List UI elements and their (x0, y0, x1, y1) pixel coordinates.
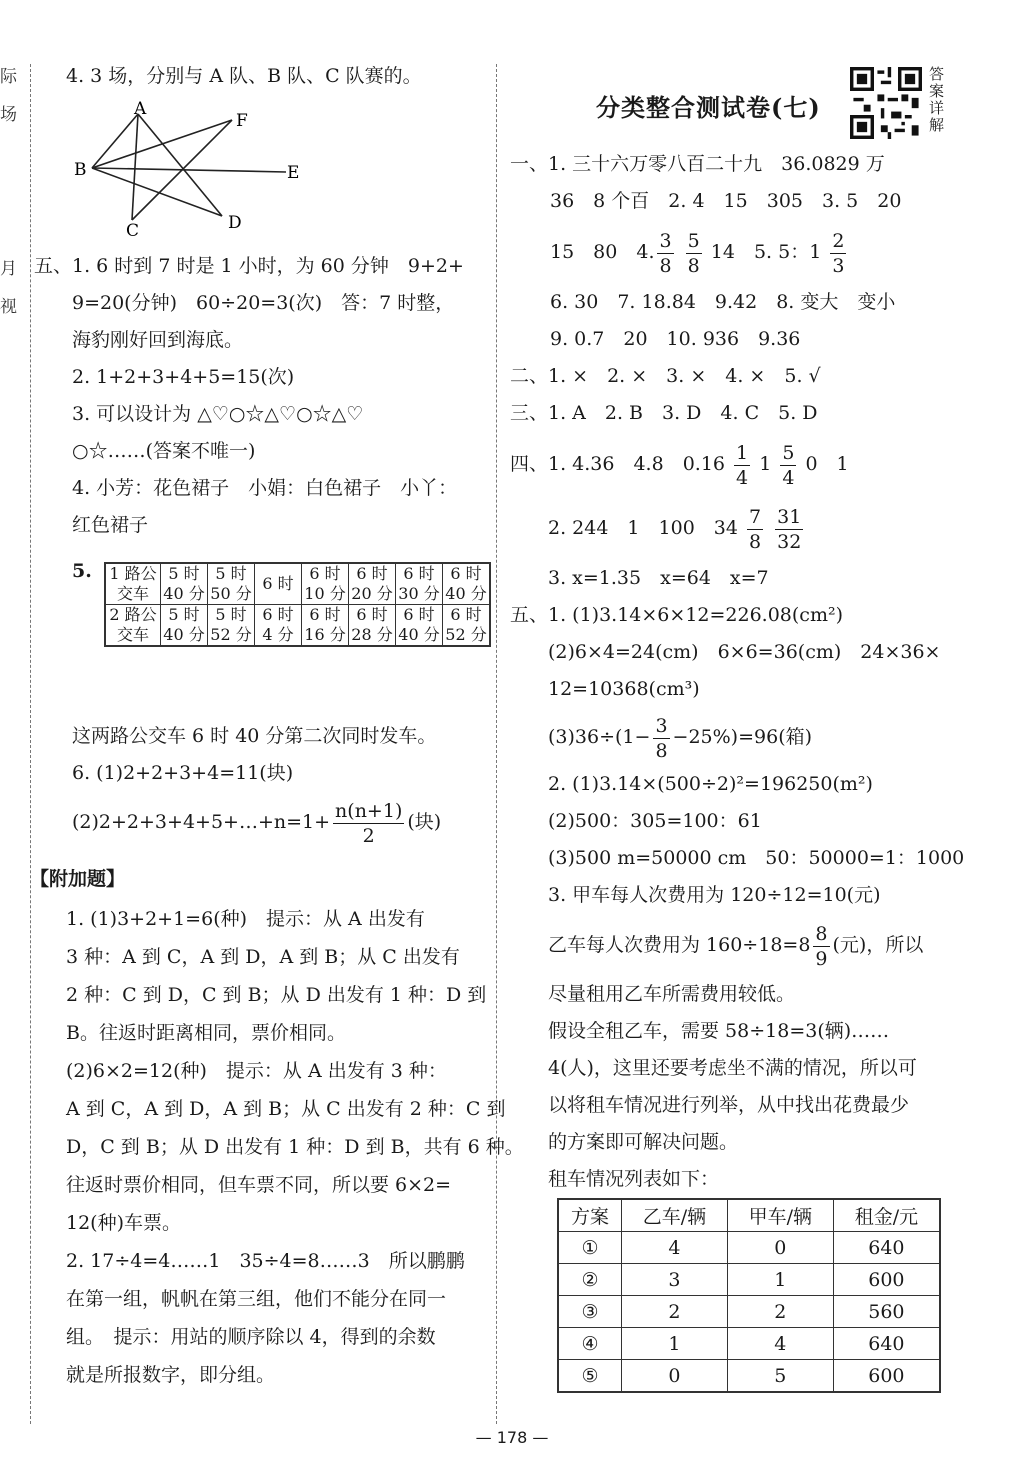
table-header: 甲车/辆 (727, 1199, 833, 1232)
fraction: $\frac{2}{3}$ (832, 229, 845, 277)
table-cell: 600 (833, 1264, 940, 1296)
table-row (558, 1296, 940, 1328)
answer-line: 12(种)车票。 (66, 1212, 182, 1234)
edge-fragment: 际 (0, 67, 17, 87)
table-cell: 2 (622, 1296, 728, 1328)
answer-line: 红色裙子 (72, 514, 149, 536)
bus-time-cell: 5 时 40 分 (161, 563, 208, 605)
rental-plan-table (557, 1198, 941, 1393)
bus-time-cell: 6 时 28 分 (349, 605, 396, 647)
fraction: $\frac{3}{8}$ (655, 714, 668, 762)
page-number: — 178 — (475, 1428, 549, 1447)
table-cell: 0 (622, 1360, 728, 1393)
edge-fragment: 月 (0, 259, 17, 279)
table-row (558, 1232, 940, 1264)
table-cell: 640 (833, 1328, 940, 1360)
answer-line: 2. (1)3.14×(500÷2)²=196250(m²) (548, 773, 873, 795)
fraction: $\frac{8}{9}$ (815, 922, 828, 970)
answer-line: 3. 可以设计为 △♡○☆△♡○☆△♡ (72, 403, 364, 425)
table-cell: 2 (727, 1296, 833, 1328)
qr-label: 答案详解 (929, 65, 945, 134)
answer-line: 15 80 4. $\frac{3}{8}$ $\frac{5}{8}$ 14 5. 5：1 $\frac{2}{3}$ (550, 229, 845, 277)
answer-line: B。往返时距离相同，票价相同。 (66, 1022, 346, 1044)
answer-line: (2)6×2=12(种) 提示：从 A 出发有 3 种： (66, 1060, 447, 1082)
table-cell: ② (558, 1264, 622, 1296)
table-cell: 5 (727, 1360, 833, 1393)
bus-time-cell: 6 时 (255, 563, 302, 605)
answer-line: (2)500：305=100：61 (548, 810, 762, 832)
table-cell: 560 (833, 1296, 940, 1328)
table-cell: ⑤ (558, 1360, 622, 1393)
answer-line: 往返时票价相同，但车票不同，所以要 6×2= (66, 1174, 452, 1196)
answer-line: 4(人)，这里还要考虑坐不满的情况，所以可 (548, 1057, 917, 1079)
left-column-body (34, 248, 494, 544)
answer-line: 三、1. A 2. B 3. D 4. C 5. D (510, 402, 818, 424)
table-cell: ① (558, 1232, 622, 1264)
edge-fragment: 场 (0, 105, 17, 125)
fraction: $\frac{3}{8}$ (659, 229, 672, 277)
answer-line: (2)6×4=24(cm) 6×6=36(cm) 24×36× (548, 641, 941, 663)
table-cell: ④ (558, 1328, 622, 1360)
bus-time-cell: 6 时 16 分 (302, 605, 349, 647)
answer-line: 海豹刚好回到海底。 (72, 329, 244, 351)
bus-time-cell: 6 时 40 分 (443, 563, 491, 605)
answer-line: 组。 提示：用站的顺序除以 4，得到的余数 (66, 1326, 436, 1348)
answer-line: 一、1. 三十六万零八百二十九 36.0829 万 (510, 153, 885, 175)
graph-node-label: A (134, 99, 147, 119)
graph-node-label: C (126, 221, 140, 241)
bonus-answers (66, 900, 524, 1394)
table-cell: 4 (727, 1328, 833, 1360)
answer-line: (3)500 m=50000 cm 50：50000=1：1000 (548, 847, 965, 869)
table-header: 租金/元 (833, 1199, 940, 1232)
bus-time-cell: 6 时 10 分 (302, 563, 349, 605)
answer-line: 9=20(分钟) 60÷20=3(次) 答：7 时整， (72, 292, 455, 314)
fraction: $\frac{5}{4}$ (782, 441, 795, 489)
qr-code-icon (850, 67, 922, 139)
bonus-title: 【附加题】 (30, 868, 126, 890)
graph-node-label: E (287, 163, 300, 183)
answer-line: 1. (1)3+2+1=6(种) 提示：从 A 出发有 (66, 908, 425, 930)
answer-line: 36 8 个百 2. 4 15 305 3. 5 20 (550, 190, 902, 212)
bus-time-cell: 5 时 50 分 (208, 563, 255, 605)
table-cell: ③ (558, 1296, 622, 1328)
answer-line: 6. 30 7. 18.84 9.42 8. 变大 变小 (550, 291, 896, 313)
formula-line: (2)2+2+3+4+5+…+n=1+ $\frac{n(n+1)}{2}$ (块) (72, 799, 442, 847)
answer-line: 2 种：C 到 D，C 到 B；从 D 出发有 1 种：D 到 (66, 984, 487, 1006)
table-cell: 0 (727, 1232, 833, 1264)
column-divider (496, 64, 497, 1424)
graph-node-label: F (236, 111, 248, 131)
fraction: $\frac{1}{4}$ (736, 441, 749, 489)
answer-line: (3)36÷(1− $\frac{3}{8}$ −25%)=96(箱) (548, 714, 813, 762)
table-cell: 1 (727, 1264, 833, 1296)
answer-line: 尽量租用乙车所需费用较低。 (548, 983, 796, 1005)
table-cell: 640 (833, 1232, 940, 1264)
table-header: 方案 (558, 1199, 622, 1232)
answer-line: 3. x=1.35 x=64 x=7 (548, 567, 769, 589)
table-cell: 3 (622, 1264, 728, 1296)
match-graph (66, 96, 316, 246)
bus-route-label: 2 路公 交车 (105, 605, 161, 647)
fraction: $\frac{5}{8}$ (687, 229, 700, 277)
answer-line: 2. 17÷4=4……1 35÷4=8……3 所以鹏鹏 (66, 1250, 465, 1272)
answer-line: 在第一组，帆帆在第三组，他们不能分在同一 (66, 1288, 447, 1310)
answer-line: 的方案即可解决问题。 (548, 1131, 739, 1153)
graph-node-label: B (74, 160, 87, 180)
answer-line: 假设全租乙车，需要 58÷18=3(辆)…… (548, 1020, 890, 1042)
table-row (558, 1328, 940, 1360)
bus-time-cell: 6 时 40 分 (396, 605, 443, 647)
left-column-lower (72, 718, 492, 852)
answer-line: 3 种：A 到 C，A 到 D，A 到 B；从 C 出发有 (66, 946, 460, 968)
answer-line: 4. 小芳：花色裙子 小娟：白色裙子 小丫： (72, 477, 458, 499)
answer-line: 就是所报数字，即分组。 (66, 1364, 276, 1386)
fraction: $\frac{31}{32}$ (777, 505, 802, 553)
answer-line: ○☆……(答案不唯一) (72, 440, 256, 462)
bus-time-cell: 6 时 30 分 (396, 563, 443, 605)
bus-time-cell: 6 时 20 分 (349, 563, 396, 605)
answer-line: 四、1. 4.36 4.8 0.16 $\frac{1}{4}$ 1 $\frac{5}{4}$ 0 1 (510, 441, 849, 489)
table-cell: 600 (833, 1360, 940, 1393)
left-column (66, 58, 491, 95)
table-header: 乙车/辆 (622, 1199, 728, 1232)
column-divider (30, 64, 31, 1424)
table-cell: 4 (622, 1232, 728, 1264)
answer-line: 以将租车情况进行列举，从中找出花费最少 (548, 1094, 910, 1116)
bus-question-label: 5. (72, 560, 92, 582)
bus-time-cell: 5 时 52 分 (208, 605, 255, 647)
answer-line: A 到 C，A 到 D，A 到 B；从 C 出发有 2 种：C 到 (66, 1098, 506, 1120)
fraction: $\frac{7}{8}$ (749, 505, 762, 553)
answer-line: 五、1. (1)3.14×6×12=226.08(cm²) (510, 604, 843, 626)
edge-fragment: 视 (0, 297, 17, 317)
answer-line: 12=10368(cm³) (548, 678, 700, 700)
answer-line: 9. 0.7 20 10. 936 9.36 (550, 328, 801, 350)
bus-schedule-table (104, 562, 491, 647)
bus-route-label: 1 路公 交车 (105, 563, 161, 605)
answer-line: 3. 甲车每人次费用为 120÷12=10(元) (548, 884, 881, 906)
answer-line: 租车情况列表如下： (548, 1168, 720, 1190)
answer-line: 6. (1)2+2+3+4=11(块) (72, 762, 294, 784)
right-column (510, 146, 980, 1198)
fraction: $\frac{n(n+1)}{2}$ (335, 799, 403, 847)
graph-node-label: D (228, 213, 242, 233)
bus-time-cell: 5 时 40 分 (161, 605, 208, 647)
answer-line: 这两路公交车 6 时 40 分第二次同时发车。 (72, 725, 437, 747)
bus-time-cell: 6 时 4 分 (255, 605, 302, 647)
bus-time-cell: 6 时 52 分 (443, 605, 491, 647)
table-row (558, 1264, 940, 1296)
answer-line: 五、1. 6 时到 7 时是 1 小时，为 60 分钟 9+2+ (34, 255, 464, 277)
answer-line: 2. 1+2+3+4+5=15(次) (72, 366, 295, 388)
answer-line: D，C 到 B；从 D 出发有 1 种：D 到 B，共有 6 种。 (66, 1136, 524, 1158)
page-title: 分类整合测试卷(七) (596, 93, 821, 122)
answer-line: 4. 3 场，分别与 A 队、B 队、C 队赛的。 (66, 65, 422, 87)
table-row (558, 1360, 940, 1393)
answer-line: 乙车每人次费用为 160÷18=8 $\frac{8}{9}$ (元)，所以 (548, 922, 924, 970)
answer-line: 二、1. × 2. × 3. × 4. × 5. √ (510, 365, 821, 387)
answer-line: 2. 244 1 100 34 $\frac{7}{8}$ $\frac{31}{32}$ (548, 505, 802, 553)
table-cell: 1 (622, 1328, 728, 1360)
